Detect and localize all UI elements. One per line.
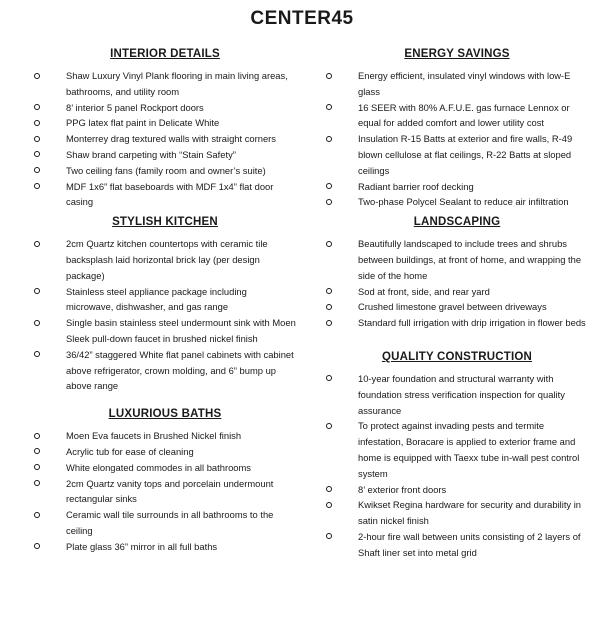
section-stylish-kitchen [34, 216, 296, 394]
bullet-list [34, 68, 296, 210]
list-item-text: Radiant barrier roof decking [358, 180, 474, 192]
bullet-icon [326, 241, 332, 247]
section-heading: STYLISH KITCHEN [112, 216, 218, 229]
list-item [34, 460, 296, 476]
section-landscaping [326, 216, 588, 331]
list-item-text: Shaw Luxury Vinyl Plank flooring in main living areas, bathrooms, and utility room [66, 70, 288, 97]
list-item [34, 100, 296, 116]
bullet-icon [34, 480, 40, 486]
list-item [34, 315, 296, 347]
bullet-icon [326, 73, 332, 79]
list-item-text: Insulation R-15 Batts at exterior and fire walls, R-49 blown cellulose at flat ceilings, R-22 Batts at sloped ceilings [358, 133, 573, 176]
list-item-text: 16 SEER with 80% A.F.U.E. gas furnace Lennox or equal for added comfort and lower utility cost [358, 101, 570, 129]
list-item [326, 179, 588, 195]
bullet-list [34, 236, 296, 394]
bullet-icon [34, 167, 40, 173]
list-item-text: 36/42” staggered White flat panel cabinets with cabinet above refrigerator, crown molding, and 6” bump up above range [66, 348, 294, 392]
list-item-text: Monterrey drag textured walls with straight corners [66, 133, 276, 145]
list-item-text: Kwikset Regina hardware for security and durability in satin nickel finish [358, 499, 582, 527]
list-item-text: Two ceiling fans (family room and owner’s suite) [66, 164, 266, 176]
list-item-text: PPG latex flat paint in Delicate White [66, 117, 220, 129]
bullet-icon [326, 486, 332, 492]
bullet-icon [326, 304, 332, 310]
list-item [34, 68, 296, 100]
list-item-text: Ceramic wall tile surrounds in all bathrooms to the ceiling [66, 509, 274, 536]
list-item [34, 444, 296, 460]
bullet-icon [326, 375, 332, 381]
list-item-text: 2-hour fire wall between units consisting of 2 layers of Shaft liner set into metal grid [358, 530, 581, 558]
section-interior-details [34, 48, 296, 210]
list-item-text: Two-phase Polycel Sealant to reduce air infiltration [358, 196, 569, 208]
bullet-icon [34, 73, 40, 79]
list-item [326, 315, 588, 331]
bullet-icon [34, 288, 40, 294]
list-item [34, 507, 296, 539]
bullet-icon [34, 104, 40, 110]
section-heading: LANDSCAPING [413, 216, 501, 229]
list-item-text: Moen Eva faucets in Brushed Nickel finish [66, 430, 242, 442]
list-item [34, 131, 296, 147]
section-heading: ENERGY SAVINGS [404, 48, 510, 60]
list-item [326, 68, 588, 100]
bullet-icon [34, 241, 40, 247]
bullet-icon [34, 512, 40, 518]
bullet-icon [326, 502, 332, 508]
left-column [34, 48, 296, 561]
list-item [34, 347, 296, 394]
list-item [34, 284, 296, 316]
bullet-icon [34, 464, 40, 470]
list-item [326, 497, 588, 529]
list-item [34, 163, 296, 179]
bullet-icon [326, 104, 332, 110]
list-item [326, 299, 588, 315]
page-title: CENTER45 [250, 8, 354, 29]
list-item-text: Stainless steel appliance package including microwave, dishwasher, and gas range [66, 285, 247, 313]
bullet-icon [326, 423, 332, 429]
section-luxurious-baths [34, 408, 296, 554]
list-item [326, 284, 588, 300]
list-item [326, 100, 588, 132]
list-item [326, 529, 588, 561]
bullet-icon [326, 288, 332, 294]
list-item [34, 428, 296, 444]
list-item [34, 476, 296, 508]
section-energy-savings [326, 48, 588, 210]
right-column [326, 48, 588, 567]
list-item-text: 2cm Quartz kitchen countertops with ceramic tile backsplash laid horizontal brick lay (per design package) [66, 238, 268, 281]
list-item-text: Energy efficient, insulated vinyl windows with low-E glass [358, 70, 571, 97]
list-item-text: Shaw brand carpeting with “Stain Safety” [66, 148, 236, 160]
list-item-text: 8’ interior 5 panel Rockport doors [66, 101, 204, 113]
bullet-icon [34, 320, 40, 326]
bullet-icon [34, 120, 40, 126]
list-item-text: Single basin stainless steel undermount sink with Moen Sleek pull-down faucet in brushed nickel finish [66, 317, 296, 344]
section-heading: LUXURIOUS BATHS [108, 408, 222, 421]
section-quality-construction [326, 351, 588, 561]
list-item-text: 8’ exterior front doors [358, 483, 447, 495]
list-item [326, 194, 588, 210]
list-item [34, 115, 296, 131]
bullet-icon [326, 320, 332, 326]
list-item-text: White elongated commodes in all bathrooms [66, 461, 251, 473]
list-item-text: 2cm Quartz vanity tops and porcelain undermount rectangular sinks [66, 477, 274, 505]
bullet-list [326, 236, 588, 331]
list-item-text: Standard full irrigation with drip irrigation in flower beds [358, 317, 586, 329]
section-heading: INTERIOR DETAILS [110, 48, 220, 60]
list-item [326, 131, 588, 178]
bullet-list [326, 68, 588, 210]
bullet-icon [34, 151, 40, 157]
list-item [34, 236, 296, 283]
list-item-text: Crushed limestone gravel between driveways [358, 301, 547, 313]
list-item [326, 418, 588, 481]
bullet-list [326, 371, 588, 561]
list-item-text: Beautifully landscaped to include trees and shrubs between buildings, at front of home, and wrapping the side of the home [358, 238, 582, 281]
list-item [326, 371, 588, 418]
list-item-text: To protect against invading pests and termite infestation, Boracare is applied to exterior frame and home is equipped with Taexx tube in-wall pest control system [358, 420, 580, 479]
bullet-icon [34, 543, 40, 549]
list-item-text: MDF 1x6” flat baseboards with MDF 1x4” flat door casing [66, 180, 274, 208]
list-item-text: Plate glass 36” mirror in all full baths [66, 540, 218, 552]
list-item [34, 147, 296, 163]
bullet-icon [34, 351, 40, 357]
list-item [34, 539, 296, 555]
list-item [326, 236, 588, 283]
list-item-text: Sod at front, side, and rear yard [358, 285, 490, 297]
bullet-icon [326, 199, 332, 205]
bullet-icon [326, 183, 332, 189]
bullet-icon [34, 433, 40, 439]
bullet-icon [34, 136, 40, 142]
list-item [34, 179, 296, 211]
bullet-icon [34, 448, 40, 454]
bullet-list [34, 428, 296, 554]
bullet-icon [326, 533, 332, 539]
list-item-text: 10-year foundation and structural warranty with foundation stress verification inspection for quality assurance [358, 372, 565, 416]
bullet-icon [34, 183, 40, 189]
section-heading: QUALITY CONSTRUCTION [381, 350, 533, 363]
bullet-icon [326, 136, 332, 142]
list-item [326, 482, 588, 498]
list-item-text: Acrylic tub for ease of cleaning [66, 445, 194, 457]
